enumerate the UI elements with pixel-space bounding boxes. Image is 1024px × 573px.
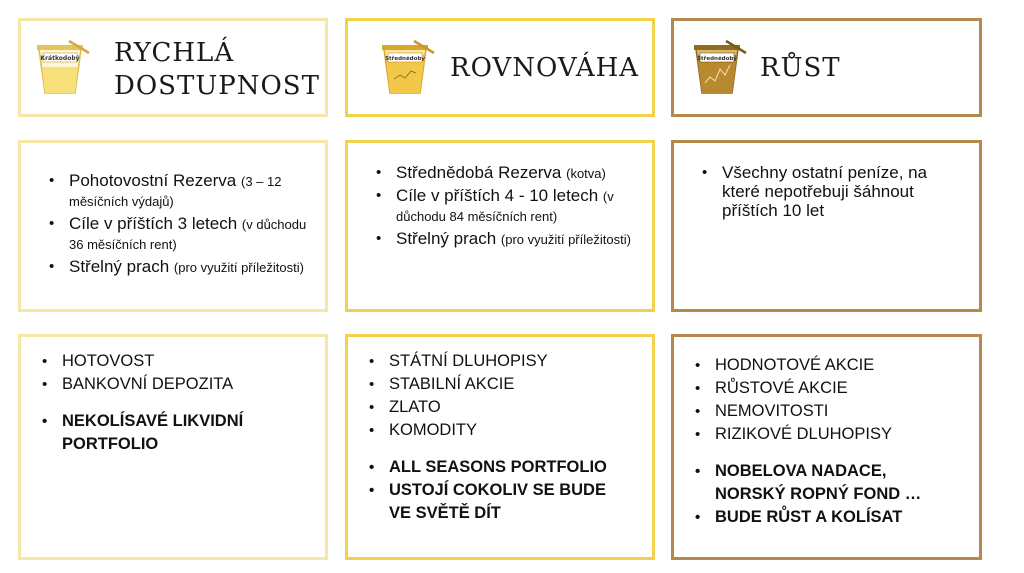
list-item: • Všechny ostatní peníze, na které nepotřebuji šáhnout příštích 10 let [696, 163, 951, 220]
list-item: • STABILNÍ AKCIE [363, 373, 638, 396]
bucket-icon-mid-term [376, 39, 438, 97]
title-line: ROVNOVÁHA [450, 53, 640, 83]
title-line: RYCHLÁ [114, 38, 235, 68]
bucket-label: Krátkodobý [40, 55, 80, 62]
bucket-label: Střednědobý [697, 56, 737, 62]
assets-list [689, 354, 964, 529]
list-item: • HOTOVOST [36, 350, 306, 373]
column-title [760, 52, 841, 85]
list-item: • Střelný prach (pro využití příležitosti) [43, 257, 313, 277]
list-item: • Pohotovostní Rezerva (3 – 12 měsíčních výdajů) [43, 171, 313, 211]
list-item: • RIZIKOVÉ DLUHOPISY [689, 423, 964, 446]
list-item: • STÁTNÍ DLUHOPISY [363, 350, 638, 373]
header-card-rovnovaha [345, 18, 655, 117]
list-item: • Cíle v příštích 4 - 10 letech (v důchodu 84 měsíčních rent) [370, 186, 645, 226]
list-item: • Střelný prach (pro využití příležitosti) [370, 229, 645, 249]
list-item: • USTOJÍ COKOLIV SE BUDE VE SVĚTĚ DÍT [363, 479, 629, 525]
list-item: • KOMODITY [363, 419, 638, 442]
list-item: • HODNOTOVÉ AKCIE [689, 354, 964, 377]
column-title [114, 37, 320, 103]
title-line: RŮST [760, 53, 841, 83]
list-item: • ALL SEASONS PORTFOLIO [363, 456, 638, 479]
column-title [450, 52, 639, 85]
list-item: • Střednědobá Rezerva (kotva) [370, 163, 645, 183]
bucket-icon-long-term [688, 39, 750, 97]
list-item: • NEMOVITOSTI [689, 400, 964, 423]
assets-card-rust [671, 334, 982, 560]
list-item: • RŮSTOVÉ AKCIE [689, 377, 964, 400]
description-card-rychla-dostupnost [18, 140, 328, 312]
bucket-icon-short-term [31, 39, 93, 97]
assets-card-rovnovaha [345, 334, 655, 560]
header-card-rust [671, 18, 982, 117]
description-list [370, 163, 645, 252]
description-card-rovnovaha [345, 140, 655, 312]
assets-card-rychla-dostupnost [18, 334, 328, 560]
list-item: • NEKOLÍSAVÉ LIKVIDNÍ PORTFOLIO [36, 410, 272, 456]
description-list [43, 171, 313, 280]
list-item: • BUDE RŮST A KOLÍSAT [689, 506, 964, 529]
bucket-label: Střednědobý [385, 56, 425, 62]
header-card-rychla-dostupnost [18, 18, 328, 117]
description-list [696, 163, 951, 223]
list-item: • Cíle v příštích 3 letech (v důchodu 36 měsíčních rent) [43, 214, 313, 254]
description-card-rust [671, 140, 982, 312]
assets-list [36, 350, 306, 456]
title-line: DOSTUPNOST [114, 71, 320, 101]
list-item: • BANKOVNÍ DEPOZITA [36, 373, 306, 396]
assets-list [363, 350, 638, 525]
list-item: • NOBELOVA NADACE, NORSKÝ ROPNÝ FOND … [689, 460, 955, 506]
list-item: • ZLATO [363, 396, 638, 419]
